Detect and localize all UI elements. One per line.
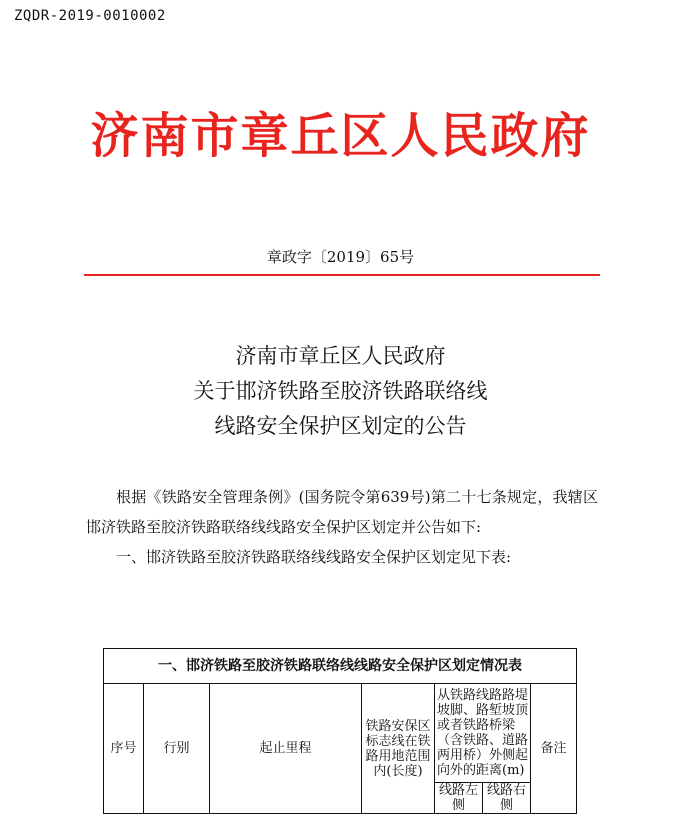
header-distance: 从铁路线路路堤坡脚、路堑坡顶或者铁路桥梁（含铁路、道路两用桥）外侧起向外的距离(m) [435, 684, 531, 783]
body-text [86, 482, 598, 572]
protection-zone-table [103, 648, 577, 814]
reference-number: 章政字〔2019〕65号 [266, 248, 415, 266]
red-divider [84, 274, 600, 276]
paragraph-intro: 根据《铁路安全管理条例》(国务院令第639号)第二十七条规定，我辖区邯济铁路至胶济铁路联络线线路安全保护区划定并公告如下: [86, 488, 598, 536]
title-line-3: 线路安全保护区划定的公告 [214, 414, 467, 438]
header-line: 行别 [144, 684, 210, 814]
header-right-side: 线路右侧 [483, 783, 531, 814]
table-caption: 一、邯济铁路至胶济铁路联络线线路安全保护区划定情况表 [104, 649, 577, 684]
header-seq: 序号 [104, 684, 144, 814]
issuing-authority-header: 济南市章丘区人民政府 [90, 108, 591, 164]
document-number: ZQDR-2019-0010002 [14, 8, 166, 24]
title-line-2: 关于邯济铁路至胶济铁路联络线 [193, 379, 488, 403]
header-remarks: 备注 [531, 684, 577, 814]
paragraph-section-1: 一、邯济铁路至胶济铁路联络线线路安全保护区划定见下表: [116, 548, 512, 566]
header-mileage: 起止里程 [210, 684, 362, 814]
title-line-1: 济南市章丘区人民政府 [235, 344, 446, 368]
header-within-land: 铁路安保区标志线在铁路用地范围内(长度) [362, 684, 435, 814]
header-left-side: 线路左侧 [435, 783, 483, 814]
document-title [0, 339, 681, 444]
